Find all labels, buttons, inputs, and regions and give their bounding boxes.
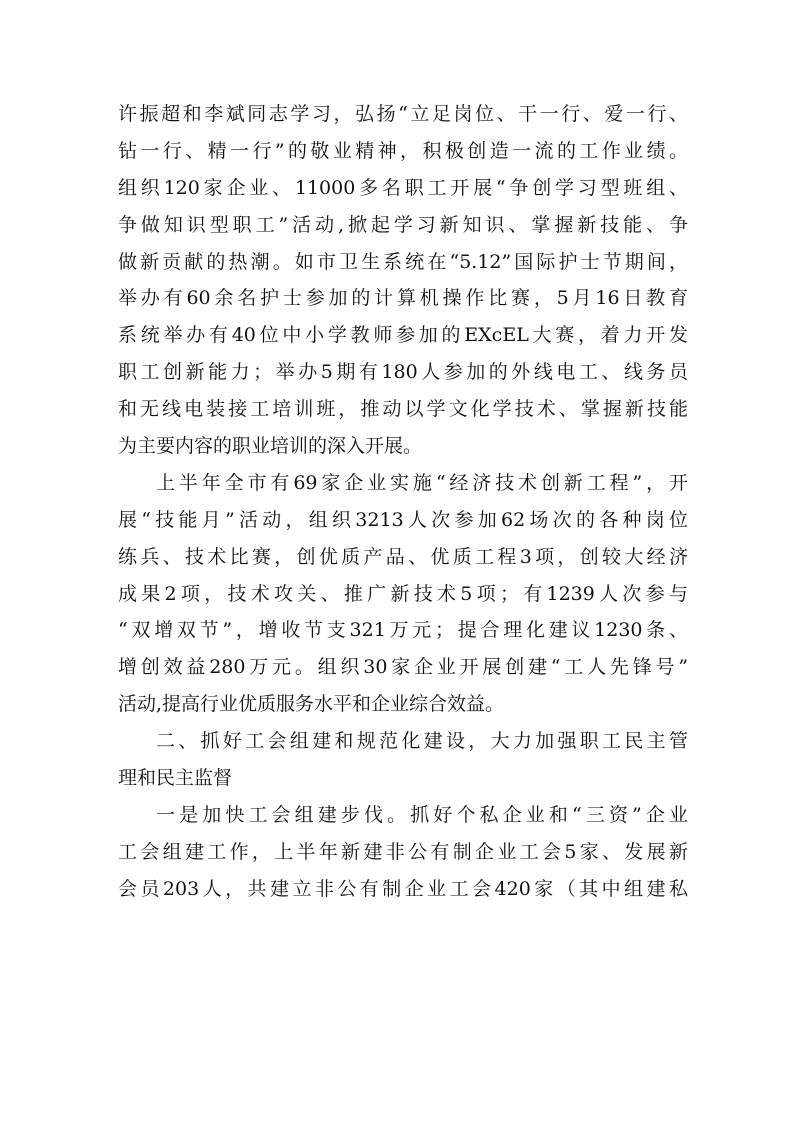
text-line: 和无线电装接工培训班，推动以学文化学技术、掌握新技能 — [118, 398, 688, 421]
text-line: 上半年全市有69家企业实施“经济技术创新工程”，开 — [156, 471, 688, 494]
heading-line: 理和民主监督 — [118, 767, 233, 790]
text-line: “双增双节”，增收节支321万元；提合理化建议1230条、 — [118, 619, 688, 642]
text-line: 成果2项，技术攻关、推广新技术5项；有1239人次参与 — [118, 582, 688, 605]
text-line: 组织120家企业、11000多名职工开展“争创学习型班组、 — [118, 176, 688, 199]
text-line: 举办有60余名护士参加的计算机操作比赛，5月16日教育 — [118, 287, 688, 310]
paragraph-3 — [118, 797, 688, 908]
text-line: 练兵、技术比赛，创优质产品、优质工程3项，创较大经济 — [118, 545, 688, 568]
paragraph-2 — [118, 465, 688, 723]
section-heading — [118, 723, 688, 797]
text-line: 许振超和李斌同志学习，弘扬“立足岗位、干一行、爱一行、 — [118, 103, 688, 125]
document-body — [118, 96, 688, 908]
text-line: 会员203人，共建立非公有制企业工会420家（其中组建私 — [118, 877, 688, 900]
text-line: 增创效益280万元。组织30家企业开展创建“工人先锋号” — [118, 656, 688, 679]
text-line: 争做知识型职工”活动,掀起学习新知识、掌握新技能、争 — [118, 213, 688, 236]
text-line: 展“技能月”活动，组织3213人次参加62场次的各种岗位 — [118, 508, 688, 531]
paragraph-1 — [118, 96, 688, 465]
text-line: 职工创新能力；举办5期有180人参加的外线电工、线务员 — [118, 361, 688, 384]
text-line: 活动,提高行业优质服务水平和企业综合效益。 — [118, 693, 505, 716]
text-line: 工会组建工作，上半年新建非公有制企业工会5家、发展新 — [118, 840, 688, 863]
text-line: 为主要内容的职业培训的深入开展。 — [118, 435, 423, 458]
text-line: 系统举办有40位中小学教师参加的EXcEL大赛，着力开发 — [118, 324, 688, 347]
heading-line: 二、抓好工会组建和规范化建设，大力加强职工民主管 — [156, 730, 688, 753]
text-line: 做新贡献的热潮。如市卫生系统在“5.12”国际护士节期间， — [118, 250, 688, 273]
text-line: 钻一行、精一行”的敬业精神，积极创造一流的工作业绩。 — [118, 139, 688, 162]
text-line: 一是加快工会组建步伐。抓好个私企业和“三资”企业 — [156, 803, 688, 826]
